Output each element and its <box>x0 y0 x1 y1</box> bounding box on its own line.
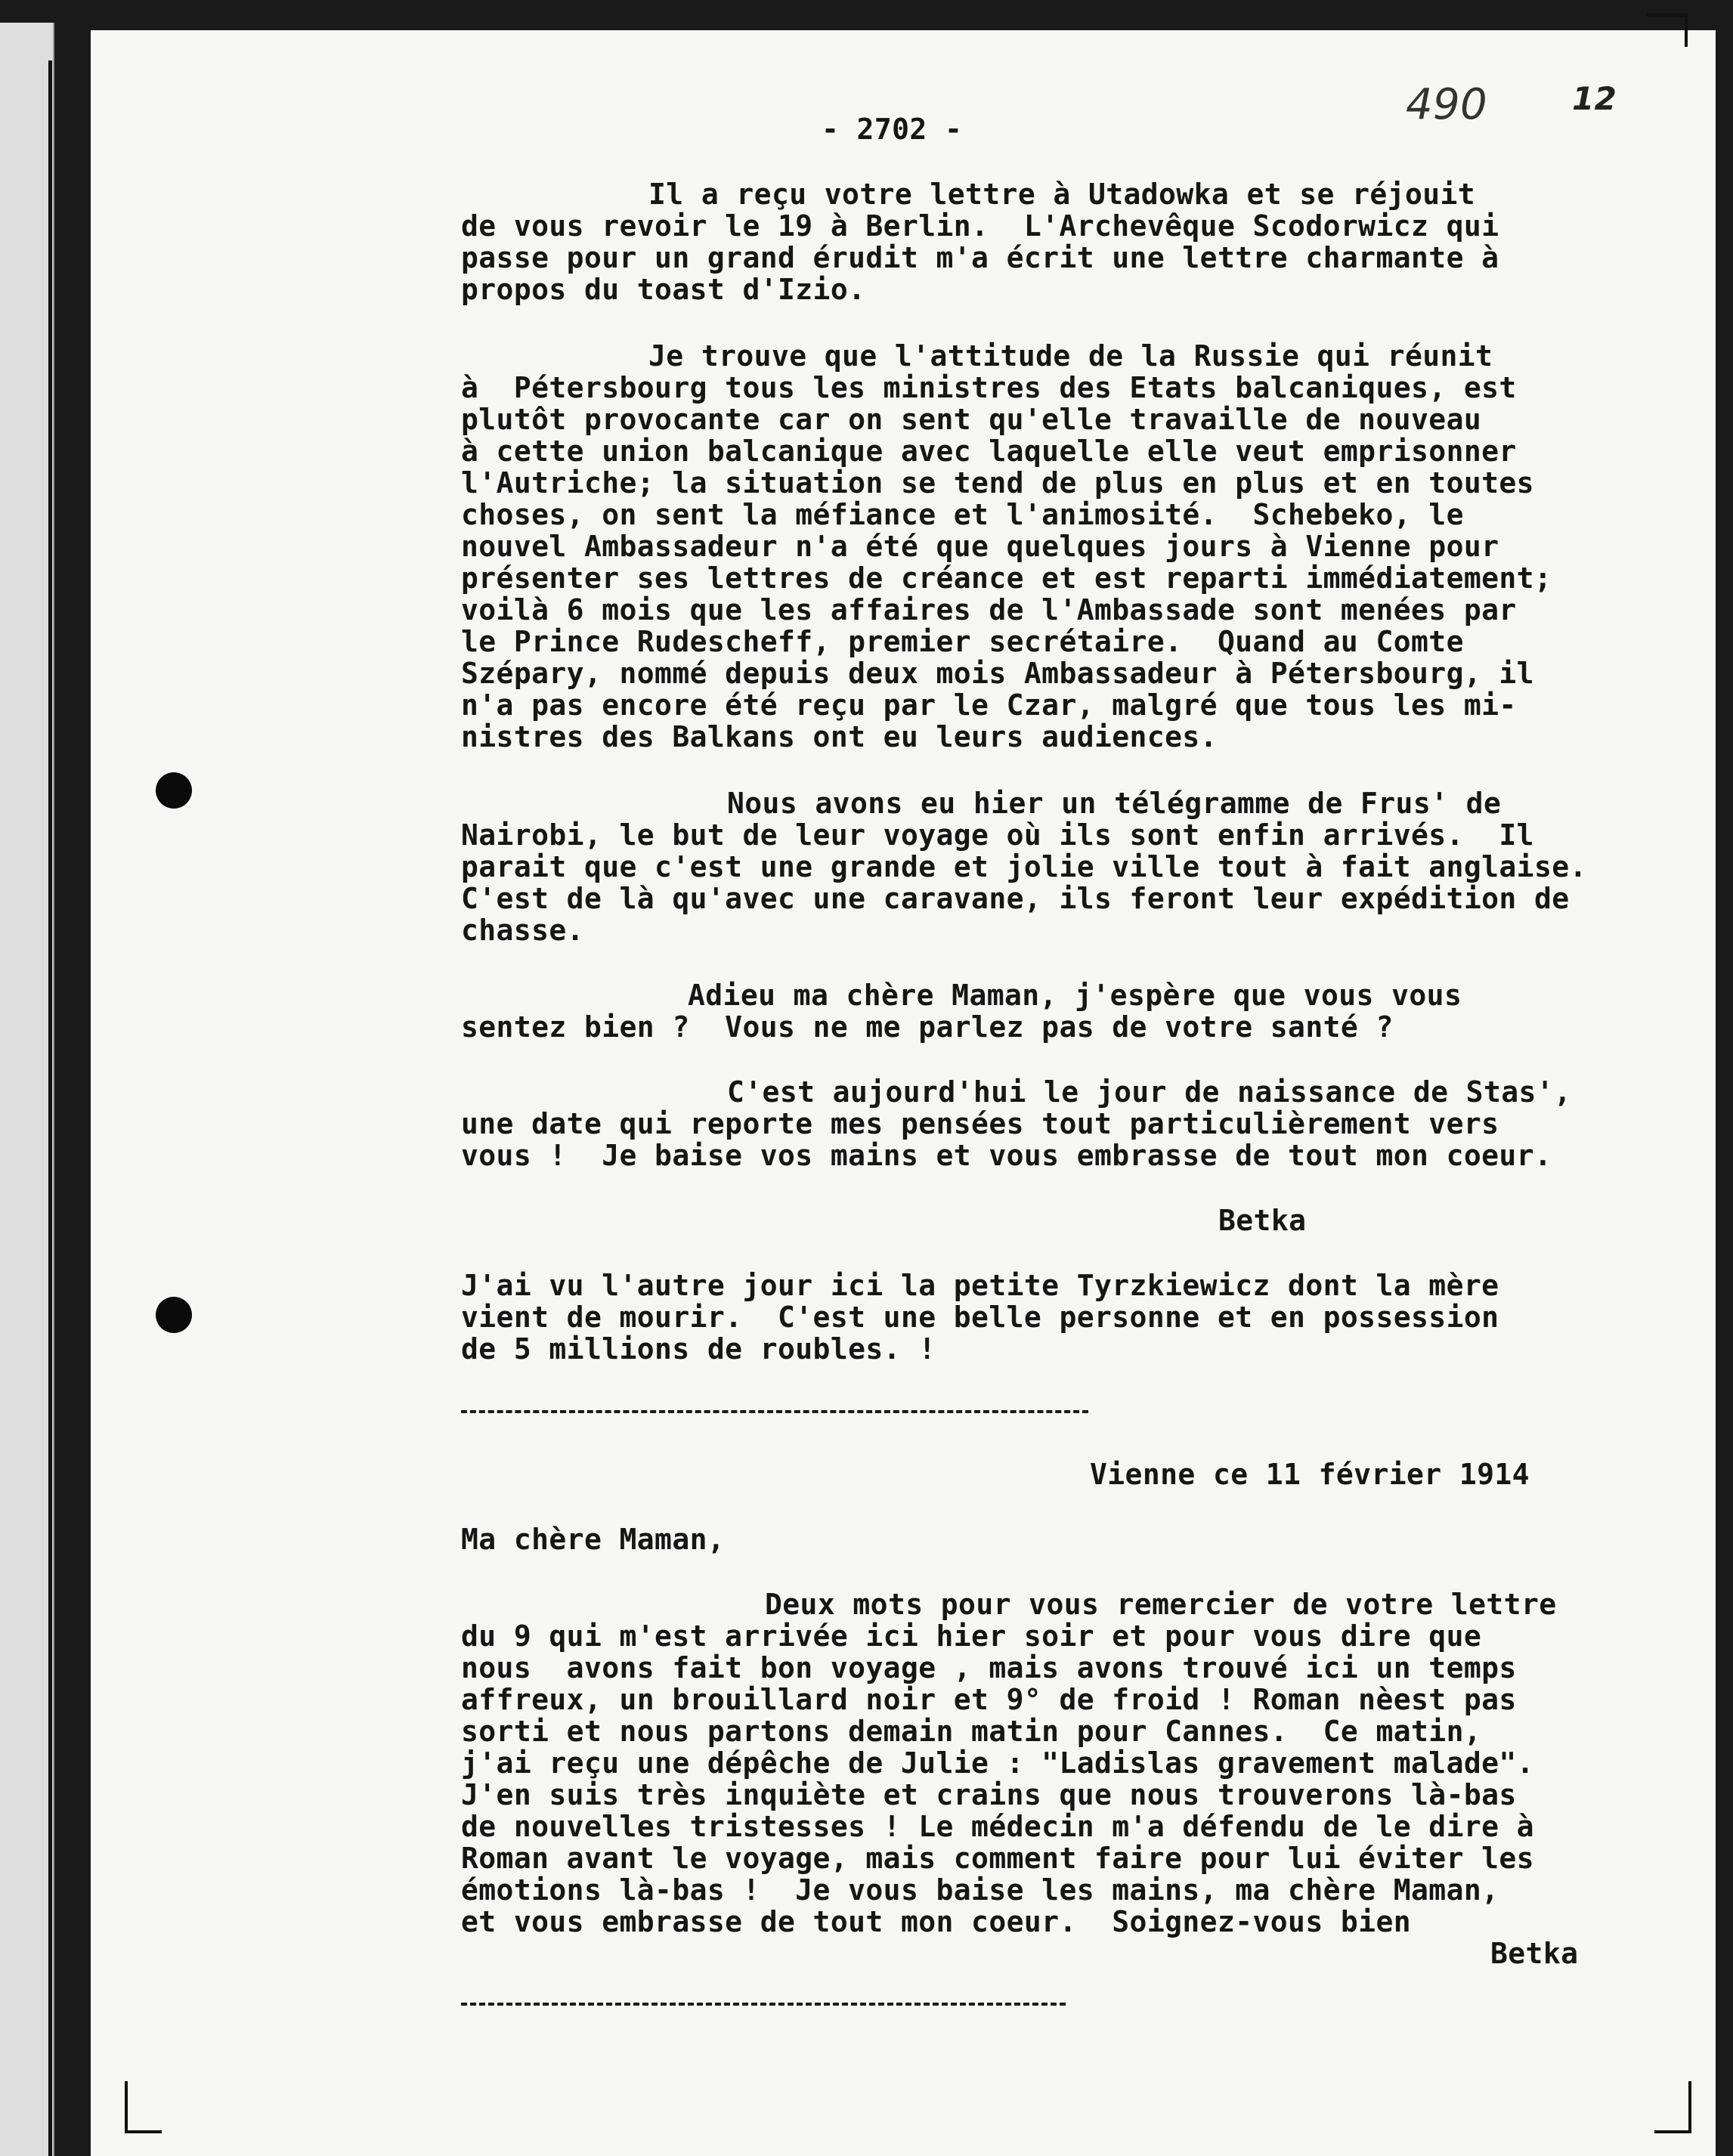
text-line: à Pétersbourg tous les ministres des Etats balcaniques, est <box>461 371 1517 404</box>
punch-hole <box>156 1297 192 1333</box>
salutation: Ma chère Maman, <box>461 1523 726 1556</box>
dateline: Vienne ce 11 février 1914 <box>1090 1458 1530 1491</box>
text-line: Nous avons eu hier un télégramme de Frus' de <box>727 787 1502 820</box>
text-line: Adieu ma chère Maman, j'espère que vous vous <box>688 979 1462 1012</box>
text-line: et vous embrasse de tout mon coeur. Soignez-vous bien <box>461 1905 1412 1938</box>
crop-mark <box>1654 2081 1691 2133</box>
text-line: l'Autriche; la situation se tend de plus en plus et en toutes <box>461 466 1534 500</box>
text-line: émotions là-bas ! Je vous baise les mains, ma chère Maman, <box>461 1873 1499 1907</box>
text-line: présenter ses lettres de créance et est reparti immédiatement; <box>461 561 1552 595</box>
text-line: Deux mots pour vous remercier de votre lettre <box>765 1588 1557 1621</box>
folio-number: 490 <box>1406 80 1488 129</box>
text-line: chasse. <box>461 914 584 947</box>
text-line: de nouvelles tristesses ! Le médecin m'a défendu de le dire à <box>461 1810 1534 1843</box>
text-line: voilà 6 mois que les affaires de l'Ambassade sont menées par <box>461 593 1517 626</box>
signature-typed: Betka <box>1490 1937 1579 1970</box>
text-line: C'est aujourd'hui le jour de naissance de Stas', <box>727 1075 1572 1109</box>
crop-mark <box>125 2081 162 2133</box>
text-line: sentez bien ? Vous ne me parlez pas de votre santé ? <box>461 1010 1394 1044</box>
page-number: - 2702 - <box>822 113 963 146</box>
text-line: Szépary, nommé depuis deux mois Ambassadeur à Pétersbourg, il <box>461 657 1534 690</box>
text-line: J'en suis très inquiète et crains que nous trouverons là-bas <box>461 1778 1517 1811</box>
text-line: nouvel Ambassadeur n'a été que quelques jours à Vienne pour <box>461 530 1499 563</box>
text-line: sorti et nous partons demain matin pour Cannes. Ce matin, <box>461 1715 1482 1748</box>
text-line: Je trouve que l'attitude de la Russie qui réunit <box>648 339 1493 373</box>
text-line: vient de mourir. C'est une belle personne et en possession <box>461 1301 1499 1334</box>
binder-line <box>48 60 52 2156</box>
text-line: nistres des Balkans ont eu leurs audiences. <box>461 720 1218 753</box>
folio-number-secondary: 12 <box>1572 80 1617 117</box>
text-line: à cette union balcanique avec laquelle elle veut emprisonner <box>461 435 1517 468</box>
text-line: vous ! Je baise vos mains et vous embrasse de tout mon coeur. <box>461 1139 1552 1172</box>
binder-edge <box>0 23 54 2156</box>
punch-hole <box>156 772 192 809</box>
text-line: choses, on sent la méfiance et l'animosité. Schebeko, le <box>461 498 1464 531</box>
text-line: j'ai reçu une dépêche de Julie : "Ladislas gravement malade". <box>461 1746 1534 1780</box>
text-line: parait que c'est une grande et jolie ville tout à fait anglaise. <box>461 850 1587 883</box>
text-line: C'est de là qu'avec une caravane, ils feront leur expédition de <box>461 882 1570 915</box>
text-line: de vous revoir le 19 à Berlin. L'Archevêque Scodorwicz qui <box>461 209 1499 243</box>
text-line: le Prince Rudescheff, premier secrétaire. Quand au Comte <box>461 625 1464 658</box>
separator-rule <box>461 1410 1088 1413</box>
text-line: Roman avant le voyage, mais comment faire pour lui éviter les <box>461 1842 1534 1875</box>
text-line: Nairobi, le but de leur voyage où ils sont enfin arrivés. Il <box>461 818 1534 852</box>
text-line: propos du toast d'Izio. <box>461 273 866 306</box>
text-line: de 5 millions de roubles. ! <box>461 1332 936 1366</box>
text-line: du 9 qui m'est arrivée ici hier soir et pour vous dire que <box>461 1619 1482 1653</box>
crop-mark <box>1647 14 1688 47</box>
text-line: J'ai vu l'autre jour ici la petite Tyrzkiewicz dont la mère <box>461 1269 1499 1302</box>
text-line: passe pour un grand érudit m'a écrit une lettre charmante à <box>461 241 1499 274</box>
text-line: nous avons fait bon voyage , mais avons trouvé ici un temps <box>461 1651 1517 1684</box>
text-line: n'a pas encore été reçu par le Czar, malgré que tous les mi- <box>461 688 1517 722</box>
text-line: affreux, un brouillard noir et 9° de froid ! Roman nèest pas <box>461 1683 1517 1716</box>
text-line: Il a reçu votre lettre à Utadowka et se réjouit <box>648 178 1476 211</box>
text-line: une date qui reporte mes pensées tout particulièrement vers <box>461 1107 1499 1140</box>
separator-rule <box>461 2003 1066 2006</box>
signature-typed: Betka <box>1218 1204 1307 1237</box>
text-line: plutôt provocante car on sent qu'elle travaille de nouveau <box>461 403 1482 436</box>
